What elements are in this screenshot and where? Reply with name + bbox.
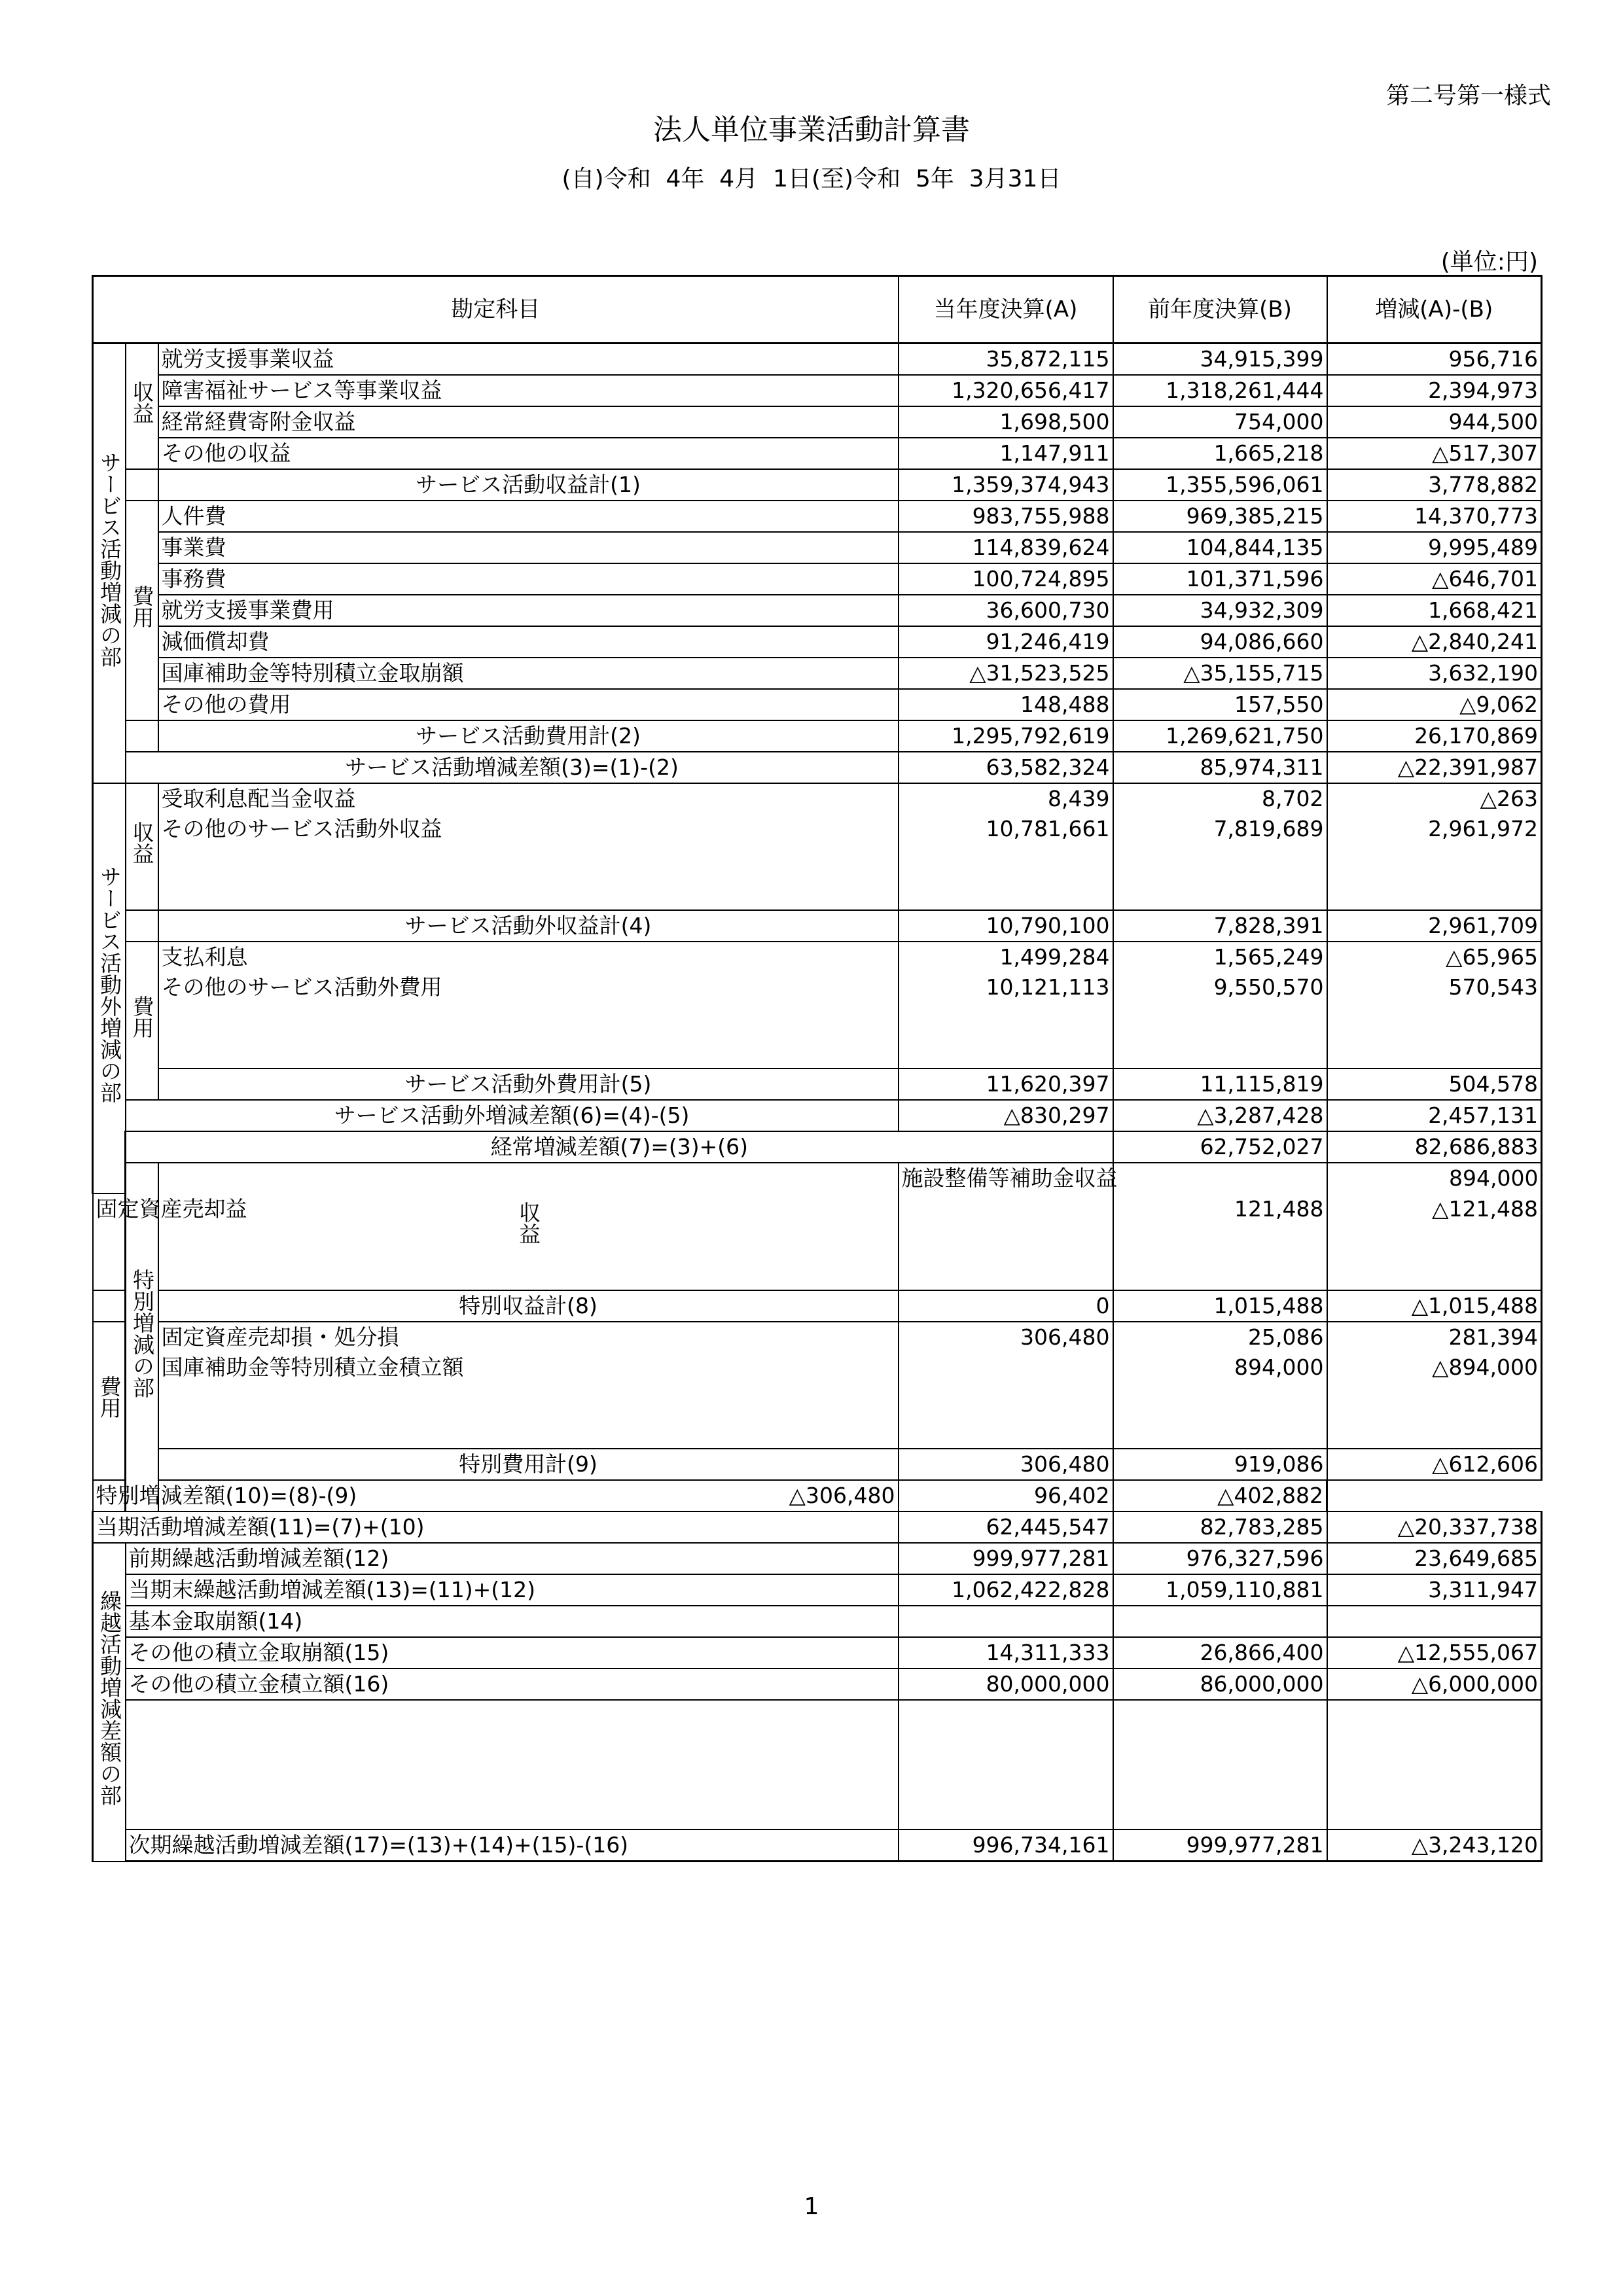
- value-current: 10,790,100: [899, 910, 1113, 942]
- value-previous: 7,828,391: [1113, 910, 1327, 942]
- section-special: 特別増減の部: [126, 1163, 158, 1511]
- value-current: 10,781,661: [899, 814, 1113, 844]
- row-label: 当期活動増減差額(11)=(7)+(10): [93, 1511, 899, 1543]
- value-previous: 96,402: [899, 1480, 1113, 1511]
- table-row: [93, 783, 1542, 814]
- value-previous: 8,702: [1113, 783, 1327, 814]
- value-current: 1,320,656,417: [899, 375, 1113, 406]
- header-diff: 増減(A)-(B): [1327, 276, 1542, 344]
- group-income: 収益: [126, 344, 158, 470]
- total-row: [93, 1511, 1542, 1543]
- total-row: [93, 1131, 1542, 1163]
- table-row: [93, 658, 1542, 689]
- value-previous: 1,665,218: [1113, 438, 1327, 469]
- value-diff: [1327, 1606, 1542, 1637]
- value-diff: △517,307: [1327, 438, 1542, 469]
- table-row: [93, 501, 1542, 532]
- value-diff: △12,555,067: [1327, 1637, 1542, 1669]
- value-current: 62,752,027: [1113, 1131, 1327, 1163]
- row-label: 障害福祉サービス等事業収益: [158, 375, 899, 406]
- value-current: 1,147,911: [899, 438, 1113, 469]
- blank-cell: [126, 1700, 899, 1829]
- value-diff: △9,062: [1327, 689, 1542, 720]
- blank-cell: [1327, 1002, 1542, 1069]
- row-label: 経常経費寄附金収益: [158, 406, 899, 438]
- value-current: 36,600,730: [899, 595, 1113, 626]
- group-expense: 費用: [126, 942, 158, 1100]
- value-current: [899, 1606, 1113, 1637]
- value-diff: △20,337,738: [1327, 1511, 1542, 1543]
- row-label: その他のサービス活動外収益: [158, 814, 899, 844]
- row-label: その他のサービス活動外費用: [158, 972, 899, 1002]
- value-previous: 82,783,285: [1113, 1511, 1327, 1543]
- value-current: 91,246,419: [899, 626, 1113, 658]
- value-diff: △65,965: [1327, 942, 1542, 972]
- table-row: [93, 375, 1542, 406]
- table-row: [93, 972, 1542, 1002]
- table-row: [93, 626, 1542, 658]
- row-label: サービス活動増減差額(3)=(1)-(2): [126, 752, 899, 783]
- table-row: [93, 563, 1542, 595]
- row-label: 前期繰越活動増減差額(12): [126, 1543, 899, 1574]
- value-current: 996,734,161: [899, 1829, 1113, 1862]
- value-previous: 1,269,621,750: [1113, 720, 1327, 752]
- row-label: その他の費用: [158, 689, 899, 720]
- value-diff: 570,543: [1327, 972, 1542, 1002]
- value-current: 10,121,113: [899, 972, 1113, 1002]
- table-row: [93, 344, 1542, 376]
- value-diff: 1,668,421: [1327, 595, 1542, 626]
- value-previous: 101,371,596: [1113, 563, 1327, 595]
- value-current: 114,839,624: [899, 532, 1113, 563]
- value-current: 1,062,422,828: [899, 1574, 1113, 1606]
- value-diff: △121,488: [1327, 1193, 1542, 1224]
- section-carryover: 繰越活動増減差額の部: [93, 1543, 126, 1862]
- table-row: [93, 1163, 1542, 1193]
- value-previous: 94,086,660: [1113, 626, 1327, 658]
- activity-statement-table: [92, 275, 1543, 1862]
- blank-cell: [899, 844, 1113, 910]
- value-diff: △1,015,488: [1327, 1290, 1542, 1322]
- spacer: [126, 720, 158, 752]
- row-label: 就労支援事業収益: [158, 344, 899, 376]
- value-current: 80,000,000: [899, 1669, 1113, 1700]
- blank-row: [93, 1700, 1542, 1829]
- row-label: 固定資産売却損・処分損: [158, 1322, 899, 1352]
- table-row: [93, 1669, 1542, 1700]
- spacer: [93, 1290, 126, 1322]
- table-row: [93, 1637, 1542, 1669]
- value-current: 100,724,895: [899, 563, 1113, 595]
- value-current: 148,488: [899, 689, 1113, 720]
- blank-cell: [1113, 1002, 1327, 1069]
- value-diff: 2,961,972: [1327, 814, 1542, 844]
- value-previous: 86,000,000: [1113, 1669, 1327, 1700]
- value-diff: △402,882: [1113, 1480, 1327, 1511]
- value-diff: △612,606: [1327, 1449, 1542, 1480]
- blank-cell: [93, 1224, 126, 1290]
- fiscal-period: (自)令和 4年 4月 1日(至)令和 5年 3月31日: [562, 166, 1061, 192]
- blank-cell: [1327, 1700, 1542, 1829]
- value-current: △306,480: [158, 1480, 899, 1511]
- row-label: 施設整備等補助金収益: [899, 1163, 1113, 1193]
- row-label: 次期繰越活動増減差額(17)=(13)+(14)+(15)-(16): [126, 1829, 899, 1862]
- value-diff: 2,961,709: [1327, 910, 1542, 942]
- blank-cell: [899, 1002, 1113, 1069]
- form-number: 第二号第一様式: [1385, 82, 1551, 109]
- value-previous: 7,819,689: [1113, 814, 1327, 844]
- value-current: 983,755,988: [899, 501, 1113, 532]
- value-diff: 3,632,190: [1327, 658, 1542, 689]
- row-label: その他の積立金取崩額(15): [126, 1637, 899, 1669]
- spacer: [126, 469, 158, 501]
- blank-cell: [1327, 1224, 1542, 1290]
- table-row: [93, 532, 1542, 563]
- blank-cell: [899, 1224, 1113, 1290]
- value-current: 1,698,500: [899, 406, 1113, 438]
- blank-cell: [1113, 1700, 1327, 1829]
- value-previous: 894,000: [1327, 1163, 1542, 1193]
- total-row: [93, 1829, 1542, 1862]
- value-previous: 82,686,883: [1327, 1131, 1542, 1163]
- value-diff: △646,701: [1327, 563, 1542, 595]
- row-label: サービス活動外収益計(4): [158, 910, 899, 942]
- value-current: [1113, 1163, 1327, 1193]
- group-income: 収益: [158, 1163, 899, 1290]
- table-header-row: [93, 276, 1542, 344]
- value-current: 63,582,324: [899, 752, 1113, 783]
- value-current: 14,311,333: [899, 1637, 1113, 1669]
- section-service: サービス活動増減の部: [93, 344, 126, 784]
- row-label: 特別費用計(9): [158, 1449, 899, 1480]
- value-diff: 281,394: [1327, 1322, 1542, 1352]
- subtotal-row: [93, 1069, 1542, 1100]
- blank-cell: [1113, 1224, 1327, 1290]
- blank-cell: [158, 1383, 899, 1449]
- value-previous: 919,086: [1113, 1449, 1327, 1480]
- value-previous: 1,565,249: [1113, 942, 1327, 972]
- table-row: [93, 595, 1542, 626]
- value-diff: △2,840,241: [1327, 626, 1542, 658]
- table-row: [93, 1606, 1542, 1637]
- row-label: 就労支援事業費用: [158, 595, 899, 626]
- value-diff: △263: [1327, 783, 1542, 814]
- section-nonservice: サービス活動外増減の部: [93, 783, 126, 1193]
- table-row: [93, 1322, 1542, 1352]
- value-current: 8,439: [899, 783, 1113, 814]
- value-diff: 2,394,973: [1327, 375, 1542, 406]
- row-label: 経常増減差額(7)=(3)+(6): [126, 1131, 1113, 1163]
- value-previous: 85,974,311: [1113, 752, 1327, 783]
- value-diff: 14,370,773: [1327, 501, 1542, 532]
- value-diff: 3,311,947: [1327, 1574, 1542, 1606]
- blank-cell: [158, 844, 899, 910]
- value-previous: [1113, 1606, 1327, 1637]
- blank-cell: [1327, 1383, 1542, 1449]
- value-current: 1,499,284: [899, 942, 1113, 972]
- value-current: 306,480: [899, 1322, 1113, 1352]
- table-row: [93, 406, 1542, 438]
- row-label: 国庫補助金等特別積立金取崩額: [158, 658, 899, 689]
- value-diff: △22,391,987: [1327, 752, 1542, 783]
- unit-label: (単位:円): [1440, 249, 1538, 275]
- value-previous: 121,488: [1113, 1193, 1327, 1224]
- row-label: 当期末繰越活動増減差額(13)=(11)+(12): [126, 1574, 899, 1606]
- header-current: 当年度決算(A): [899, 276, 1113, 344]
- value-previous: 34,932,309: [1113, 595, 1327, 626]
- row-label: 事業費: [158, 532, 899, 563]
- value-previous: 754,000: [1113, 406, 1327, 438]
- value-current: 306,480: [899, 1449, 1113, 1480]
- row-label: 事務費: [158, 563, 899, 595]
- blank-cell: [899, 1383, 1113, 1449]
- group-expense: 費用: [126, 501, 158, 720]
- value-previous: 1,015,488: [1113, 1290, 1327, 1322]
- table-row: [93, 814, 1542, 844]
- value-previous: 1,059,110,881: [1113, 1574, 1327, 1606]
- value-diff: 23,649,685: [1327, 1543, 1542, 1574]
- value-previous: 157,550: [1113, 689, 1327, 720]
- value-previous: 104,844,135: [1113, 532, 1327, 563]
- spacer: [126, 910, 158, 942]
- value-current: 62,445,547: [899, 1511, 1113, 1543]
- blank-row: [93, 844, 1542, 910]
- value-current: 35,872,115: [899, 344, 1113, 376]
- total-row: [93, 1480, 1542, 1511]
- row-label: サービス活動外増減差額(6)=(4)-(5): [126, 1100, 899, 1131]
- value-previous: 34,915,399: [1113, 344, 1327, 376]
- row-label: 国庫補助金等特別積立金積立額: [158, 1352, 899, 1383]
- value-diff: 2,457,131: [1327, 1100, 1542, 1131]
- value-previous: 976,327,596: [1113, 1543, 1327, 1574]
- row-label: その他の積立金積立額(16): [126, 1669, 899, 1700]
- value-previous: 894,000: [1113, 1352, 1327, 1383]
- row-label: サービス活動外費用計(5): [158, 1069, 899, 1100]
- row-label: 基本金取崩額(14): [126, 1606, 899, 1637]
- group-income: 収益: [126, 783, 158, 910]
- row-label: サービス活動費用計(2): [158, 720, 899, 752]
- value-diff: △6,000,000: [1327, 1669, 1542, 1700]
- blank-row: [93, 1383, 1542, 1449]
- total-row: [93, 1100, 1542, 1131]
- value-diff: 956,716: [1327, 344, 1542, 376]
- value-previous: 11,115,819: [1113, 1069, 1327, 1100]
- page-number: 1: [804, 2193, 819, 2220]
- value-previous: 9,550,570: [1113, 972, 1327, 1002]
- row-label: その他の収益: [158, 438, 899, 469]
- document-title: 法人単位事業活動計算書: [653, 113, 970, 147]
- value-diff: △894,000: [1327, 1352, 1542, 1383]
- value-previous: 26,866,400: [1113, 1637, 1327, 1669]
- table-row: [93, 1543, 1542, 1574]
- value-diff: 944,500: [1327, 406, 1542, 438]
- table-row: [93, 1574, 1542, 1606]
- row-label: 特別増減差額(10)=(8)-(9): [93, 1480, 158, 1511]
- blank-cell: [899, 1700, 1113, 1829]
- value-diff: 9,995,489: [1327, 532, 1542, 563]
- header-account: 勘定科目: [93, 276, 899, 344]
- table-row: [93, 1352, 1542, 1383]
- value-current: 11,620,397: [899, 1069, 1113, 1100]
- value-current: [899, 1193, 1113, 1224]
- value-previous: △3,287,428: [1113, 1100, 1327, 1131]
- subtotal-row: [93, 720, 1542, 752]
- value-diff: 3,778,882: [1327, 469, 1542, 501]
- row-label: 支払利息: [158, 942, 899, 972]
- value-diff: 504,578: [1327, 1069, 1542, 1100]
- row-label: 減価償却費: [158, 626, 899, 658]
- value-previous: 999,977,281: [1113, 1829, 1327, 1862]
- row-label: サービス活動収益計(1): [158, 469, 899, 501]
- value-current: 0: [899, 1290, 1113, 1322]
- subtotal-row: [93, 910, 1542, 942]
- value-previous: 25,086: [1113, 1322, 1327, 1352]
- group-expense: 費用: [93, 1322, 126, 1480]
- row-label: 受取利息配当金収益: [158, 783, 899, 814]
- row-label: 特別収益計(8): [158, 1290, 899, 1322]
- total-row: [93, 752, 1542, 783]
- blank-row: [93, 1002, 1542, 1069]
- blank-cell: [1113, 844, 1327, 910]
- blank-cell: [1327, 844, 1542, 910]
- value-previous: △35,155,715: [1113, 658, 1327, 689]
- subtotal-row: [93, 469, 1542, 501]
- header-previous: 前年度決算(B): [1113, 276, 1327, 344]
- value-previous: 969,385,215: [1113, 501, 1327, 532]
- value-previous: 1,355,596,061: [1113, 469, 1327, 501]
- subtotal-row: [93, 1290, 1542, 1322]
- table-row: [93, 689, 1542, 720]
- subtotal-row: [93, 1449, 1542, 1480]
- value-current: △31,523,525: [899, 658, 1113, 689]
- table-row: [93, 438, 1542, 469]
- blank-cell: [158, 1002, 899, 1069]
- row-label: 固定資産売却益: [93, 1193, 126, 1224]
- table-row: [93, 942, 1542, 972]
- value-current: 1,295,792,619: [899, 720, 1113, 752]
- value-previous: 1,318,261,444: [1113, 375, 1327, 406]
- blank-cell: [1113, 1383, 1327, 1449]
- value-current: [899, 1352, 1113, 1383]
- value-diff: 26,170,869: [1327, 720, 1542, 752]
- row-label: 人件費: [158, 501, 899, 532]
- value-current: 999,977,281: [899, 1543, 1113, 1574]
- value-diff: △3,243,120: [1327, 1829, 1542, 1862]
- value-current: 1,359,374,943: [899, 469, 1113, 501]
- value-current: △830,297: [899, 1100, 1113, 1131]
